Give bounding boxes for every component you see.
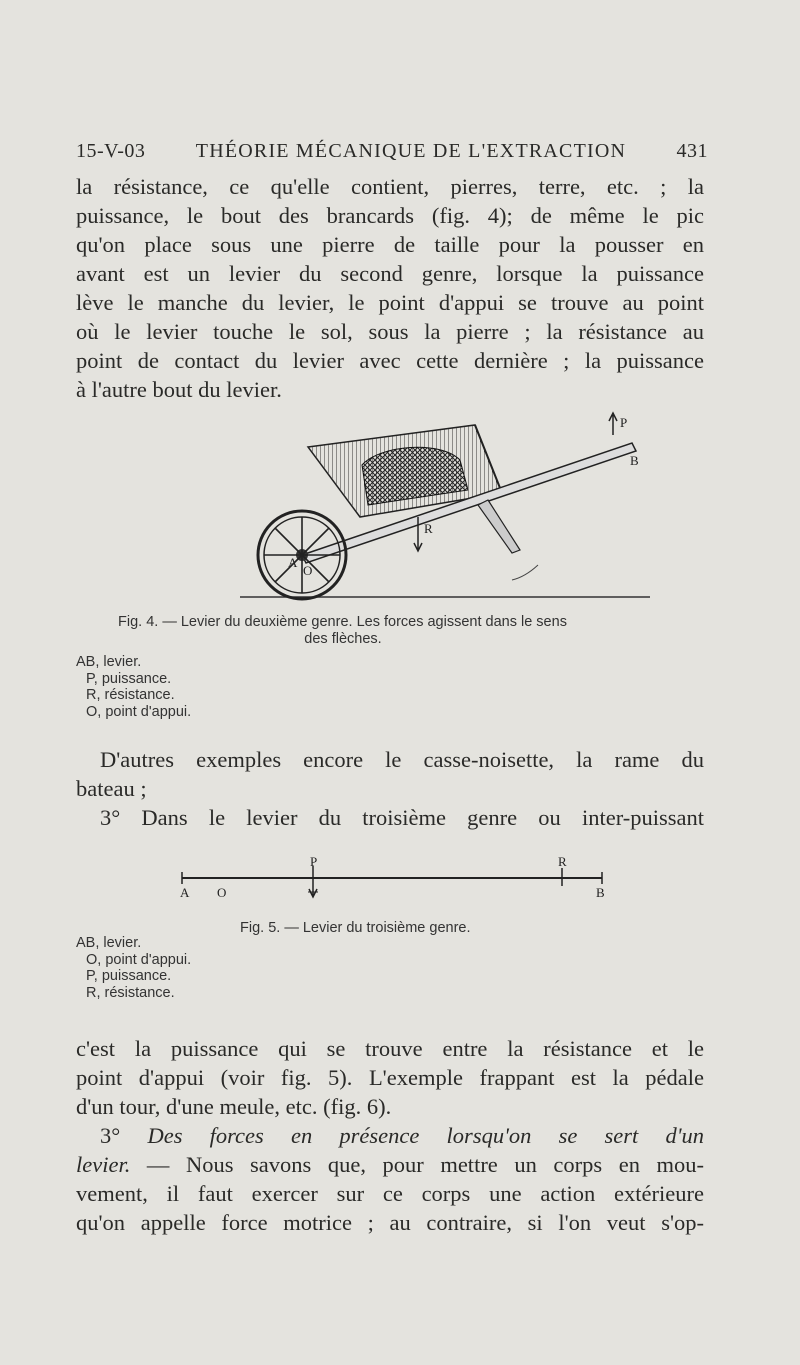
label-b: B bbox=[596, 885, 605, 900]
label-a: A bbox=[288, 555, 298, 570]
label-o: O bbox=[303, 563, 313, 578]
text-line: point d'appui (voir fig. 5). L'exemple frappant est la pédale bbox=[76, 1065, 704, 1090]
label-r: R bbox=[424, 521, 433, 536]
paragraph-3 bbox=[76, 1034, 704, 1121]
legend-item: P, puissance. bbox=[86, 670, 172, 687]
text-line: d'un tour, d'une meule, etc. (fig. 6). bbox=[76, 1094, 392, 1119]
section-heading-end: levier. bbox=[76, 1152, 131, 1177]
caption-line: des flèches. bbox=[304, 631, 382, 647]
label-r: R bbox=[558, 854, 567, 869]
label-p: P bbox=[620, 415, 628, 430]
paragraph-4 bbox=[76, 1121, 704, 1237]
text-line: avant est un levier du second genre, lorsque la puissance bbox=[76, 261, 704, 286]
figure-5-caption: Fig. 5. — Levier du troisième genre. bbox=[240, 920, 471, 936]
text-line: la résistance, ce qu'elle contient, pierres, terre, etc. ; la bbox=[76, 174, 704, 199]
text-line: c'est la puissance qui se trouve entre la résistance et le bbox=[76, 1036, 704, 1061]
text-line: à l'autre bout du levier. bbox=[76, 377, 282, 402]
text-line: qu'on place sous une pierre de taille pour la pousser en bbox=[76, 232, 704, 257]
text-line: lève le manche du levier, le point d'appui se trouve au point bbox=[76, 290, 704, 315]
figure-4-legend bbox=[76, 654, 191, 720]
figure-5-lever bbox=[170, 852, 620, 904]
legend-item: AB, levier. bbox=[76, 654, 142, 670]
label-a: A bbox=[180, 885, 190, 900]
legend-item: AB, levier. bbox=[76, 935, 142, 951]
text-line bbox=[76, 1121, 704, 1150]
figure-5-legend bbox=[76, 935, 191, 1001]
text-line: 3° Dans le levier du troisième genre ou inter-puissant bbox=[100, 805, 704, 830]
label-o: O bbox=[217, 885, 227, 900]
arrow-p bbox=[609, 413, 617, 435]
paragraph-1 bbox=[76, 172, 704, 404]
text-line: point de contact du levier avec cette dernière ; la puissance bbox=[76, 348, 704, 373]
figure-4-wheelbarrow bbox=[240, 405, 680, 605]
legend-item: O, point d'appui. bbox=[86, 951, 192, 968]
text-line: bateau ; bbox=[76, 776, 147, 801]
header-title: THÉORIE MÉCANIQUE DE L'EXTRACTION bbox=[195, 140, 627, 162]
legend-item: P, puissance. bbox=[86, 968, 172, 984]
section-heading: Des forces en présence lorsqu'on se sert d'un bbox=[147, 1123, 705, 1148]
section-number: 3° bbox=[100, 1123, 121, 1148]
text-fragment: — Nous savons que, pour mettre un corps en mou- bbox=[130, 1152, 704, 1177]
text-line: D'autres exemples encore le casse-noisette, la rame du bbox=[100, 747, 704, 772]
figure-4-caption bbox=[118, 614, 688, 648]
barrow-leg bbox=[478, 500, 520, 553]
legend-item: R, résistance. bbox=[86, 984, 175, 1001]
page-number: 431 bbox=[676, 140, 708, 162]
legend-item: R, résistance. bbox=[86, 687, 175, 703]
paragraph-2 bbox=[76, 745, 704, 832]
running-header bbox=[76, 140, 708, 163]
text-line: où le levier touche le sol, sous la pierre ; la résistance au bbox=[76, 319, 704, 344]
text-line: puissance, le bout des brancards (fig. 4); de même le pic bbox=[76, 203, 704, 228]
caption-line: Fig. 4. — Levier du deuxième genre. Les forces agissent dans le sens bbox=[118, 614, 567, 630]
header-date: 15-V-03 bbox=[76, 140, 146, 162]
text-line bbox=[76, 1150, 704, 1179]
legend-item: O, point d'appui. bbox=[86, 703, 192, 720]
label-b: B bbox=[630, 453, 639, 468]
text-line: vement, il faut exercer sur ce corps une action extérieure bbox=[76, 1181, 704, 1206]
text-line: qu'on appelle force motrice ; au contraire, si l'on veut s'op- bbox=[76, 1210, 704, 1235]
barrow-wheel bbox=[258, 511, 346, 599]
label-p: P bbox=[310, 854, 318, 869]
